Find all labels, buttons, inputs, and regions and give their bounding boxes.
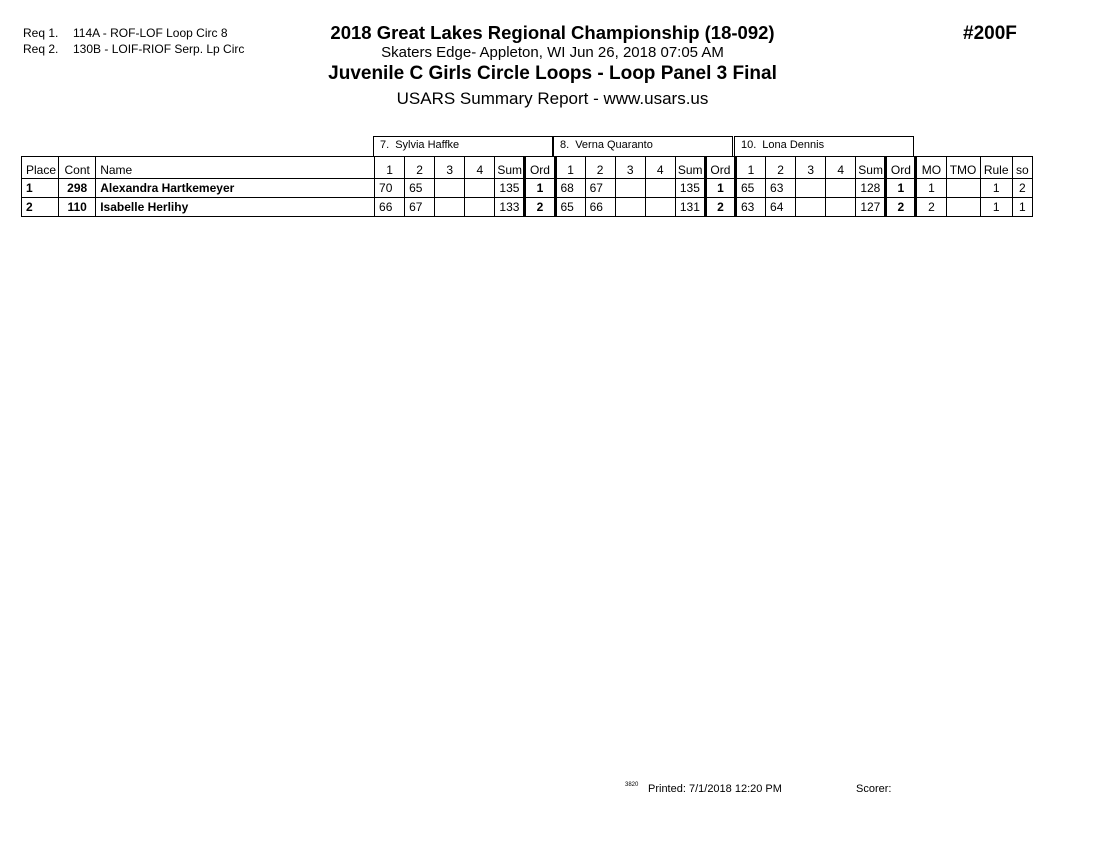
cell-score: 68	[555, 179, 585, 198]
cell-score: 64	[766, 198, 796, 217]
cell-tmo	[946, 198, 980, 217]
col-rule: Rule	[980, 157, 1012, 179]
cell-sum: 131	[675, 198, 705, 217]
col-cont: Cont	[59, 157, 96, 179]
event-title: Juvenile C Girls Circle Loops - Loop Panel 3 Final	[328, 63, 777, 84]
col-score-4: 4	[645, 157, 675, 179]
cell-score	[796, 179, 826, 198]
cell-score: 66	[375, 198, 405, 217]
col-sum: Sum	[495, 157, 525, 179]
col-score-2: 2	[405, 157, 435, 179]
cell-name: Isabelle Herlihy	[96, 198, 375, 217]
col-score-1: 1	[375, 157, 405, 179]
report-subtitle: USARS Summary Report - www.usars.us	[396, 89, 709, 108]
cell-so: 1	[1012, 198, 1032, 217]
cell-name: Alexandra Hartkemeyer	[96, 179, 375, 198]
cell-score	[435, 198, 465, 217]
cell-score: 65	[405, 179, 435, 198]
cell-score	[435, 179, 465, 198]
col-mo: MO	[916, 157, 946, 179]
judge-header	[734, 136, 914, 156]
col-sum: Sum	[856, 157, 886, 179]
cell-score	[826, 179, 856, 198]
judge-number: 7.	[380, 139, 390, 151]
cell-score: 65	[735, 179, 765, 198]
requirement-2-label: Req 2.	[23, 42, 59, 56]
footer-code: 3820	[625, 782, 639, 788]
cell-score	[465, 179, 495, 198]
cell-sum: 135	[675, 179, 705, 198]
col-score-2: 2	[585, 157, 615, 179]
cell-score	[615, 179, 645, 198]
cell-score: 67	[585, 179, 615, 198]
cell-ord: 2	[525, 198, 555, 217]
cell-mo: 1	[916, 179, 946, 198]
judge-name: Verna Quaranto	[575, 139, 653, 151]
cell-mo: 2	[916, 198, 946, 217]
cell-so: 2	[1012, 179, 1032, 198]
requirement-1-text: 114A - ROF-LOF Loop Circ 8	[73, 26, 228, 40]
judge-header	[553, 136, 733, 156]
cell-score	[826, 198, 856, 217]
table-header-row	[22, 157, 1033, 179]
col-ord: Ord	[525, 157, 555, 179]
cell-rule: 1	[980, 179, 1012, 198]
cell-score	[615, 198, 645, 217]
col-score-3: 3	[435, 157, 465, 179]
col-place: Place	[22, 157, 59, 179]
col-score-3: 3	[615, 157, 645, 179]
cell-ord: 1	[705, 179, 735, 198]
cell-score: 65	[555, 198, 585, 217]
cell-score: 63	[766, 179, 796, 198]
cell-ord: 2	[705, 198, 735, 217]
cell-sum: 128	[856, 179, 886, 198]
venue-datetime: Skaters Edge- Appleton, WI Jun 26, 2018 07:05 AM	[381, 44, 724, 61]
cell-tmo	[946, 179, 980, 198]
requirement-1-label: Req 1.	[23, 26, 59, 40]
cell-score: 63	[735, 198, 765, 217]
col-score-4: 4	[465, 157, 495, 179]
col-score-3: 3	[796, 157, 826, 179]
table-row	[22, 179, 1033, 198]
cell-place: 2	[22, 198, 59, 217]
col-ord: Ord	[705, 157, 735, 179]
col-tmo: TMO	[946, 157, 980, 179]
printed-timestamp: Printed: 7/1/2018 12:20 PM	[648, 783, 782, 795]
cell-ord: 1	[886, 179, 916, 198]
event-code: #200F	[963, 23, 1017, 44]
col-score-1: 1	[735, 157, 765, 179]
col-ord: Ord	[886, 157, 916, 179]
scorer-label: Scorer:	[856, 783, 892, 795]
requirement-2-text: 130B - LOIF-RIOF Serp. Lp Circ	[73, 42, 245, 56]
cell-score	[645, 179, 675, 198]
cell-score: 70	[375, 179, 405, 198]
cell-score	[796, 198, 826, 217]
cell-ord: 2	[886, 198, 916, 217]
cell-cont: 298	[59, 179, 96, 198]
cell-cont: 110	[59, 198, 96, 217]
judge-number: 10.	[741, 139, 757, 151]
col-score-1: 1	[555, 157, 585, 179]
col-name: Name	[96, 157, 375, 179]
cell-sum: 135	[495, 179, 525, 198]
judge-header	[373, 136, 553, 156]
judge-name: Sylvia Haffke	[395, 139, 460, 151]
col-score-4: 4	[826, 157, 856, 179]
cell-score: 67	[405, 198, 435, 217]
cell-ord: 1	[525, 179, 555, 198]
judge-name: Lona Dennis	[762, 139, 825, 151]
results-table	[21, 156, 1033, 217]
cell-sum: 133	[495, 198, 525, 217]
col-so: so	[1012, 157, 1032, 179]
cell-score	[645, 198, 675, 217]
cell-sum: 127	[856, 198, 886, 217]
cell-score	[465, 198, 495, 217]
col-score-2: 2	[766, 157, 796, 179]
competition-title: 2018 Great Lakes Regional Championship (18-092)	[330, 22, 775, 43]
judge-number: 8.	[560, 139, 570, 151]
col-sum: Sum	[675, 157, 705, 179]
cell-place: 1	[22, 179, 59, 198]
table-row	[22, 198, 1033, 217]
cell-rule: 1	[980, 198, 1012, 217]
cell-score: 66	[585, 198, 615, 217]
